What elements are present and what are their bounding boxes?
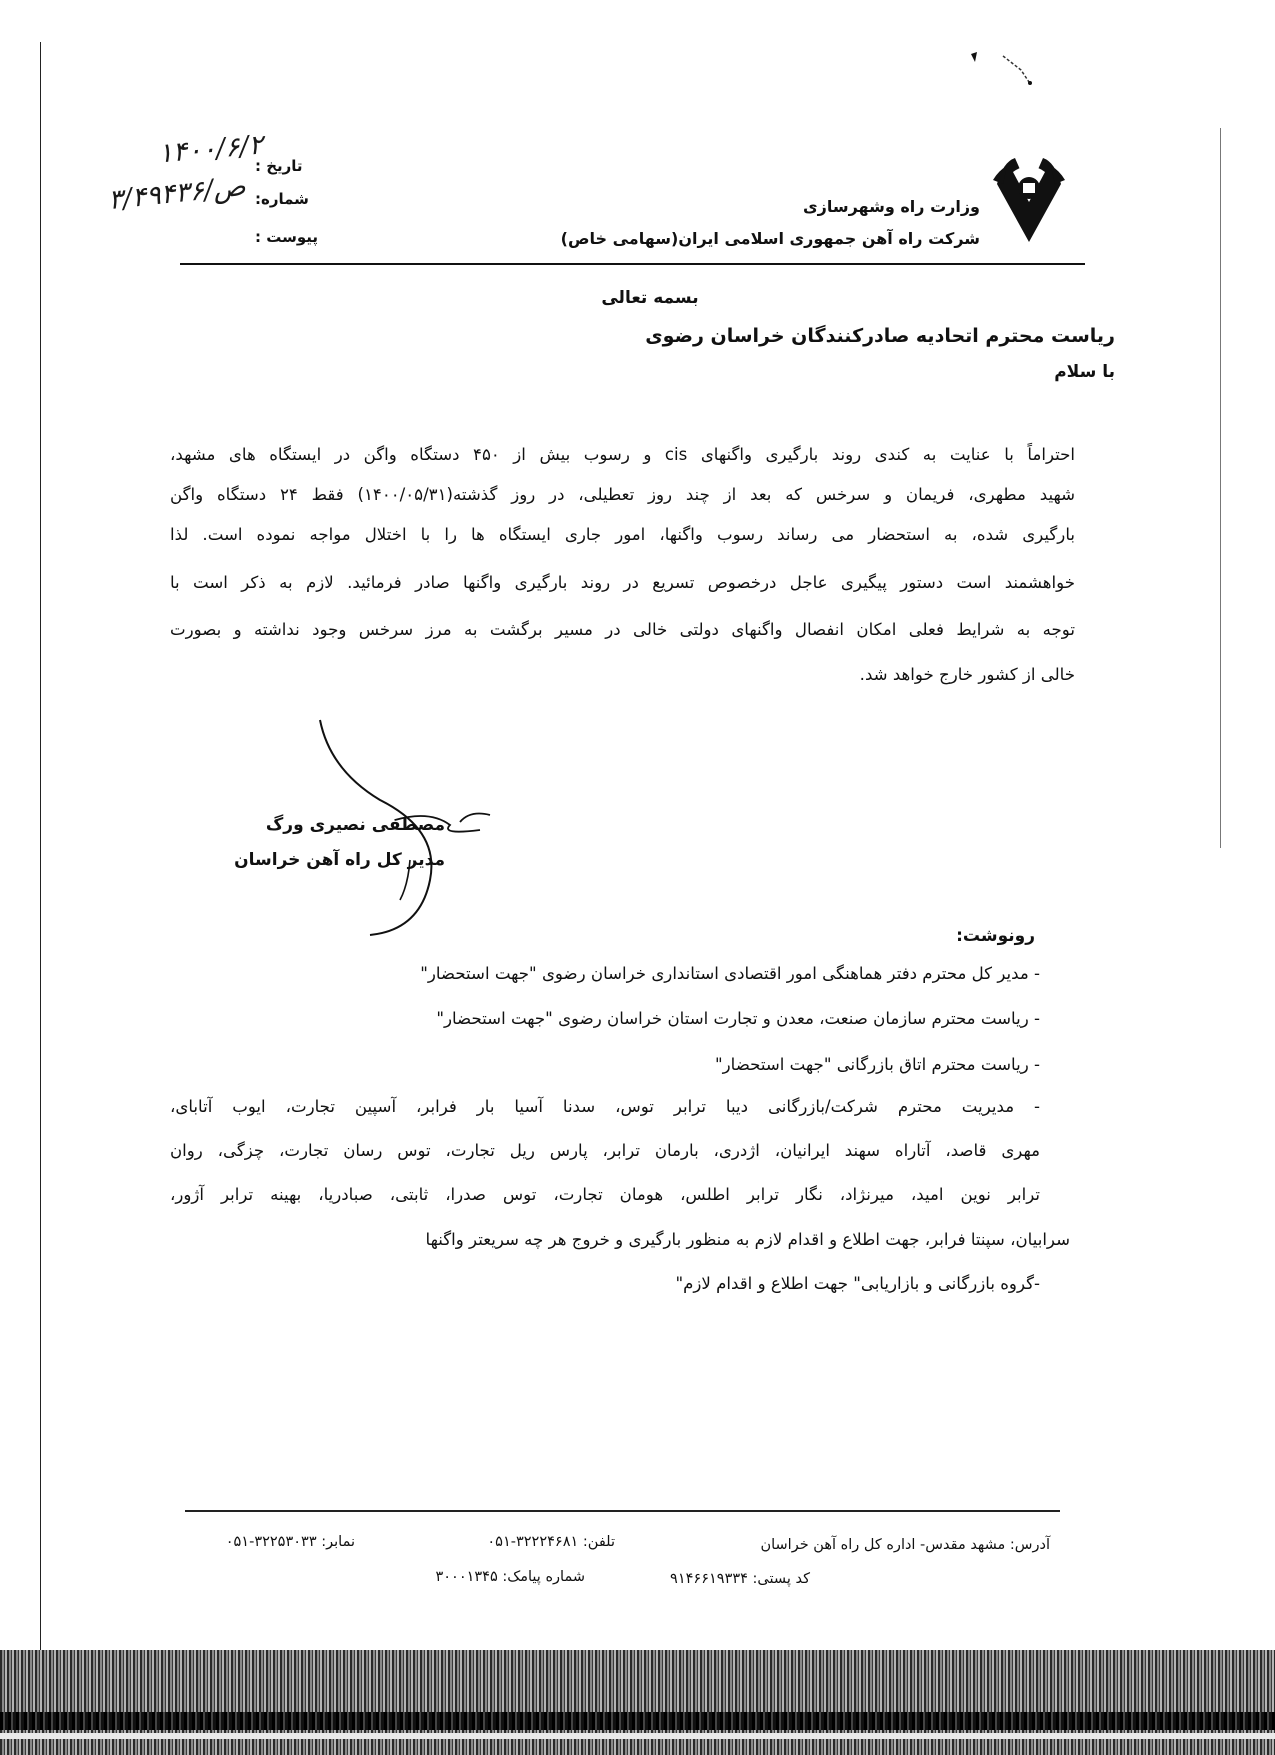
cc-heading: رونوشت: bbox=[956, 926, 1035, 946]
railway-logo-icon bbox=[993, 150, 1065, 245]
body-line: خالی از کشور خارج خواهد شد. bbox=[859, 665, 1075, 684]
footer-phone: تلفن: ۳۲۲۲۴۶۸۱-۰۵۱ bbox=[487, 1534, 615, 1550]
date-label: تاریخ : bbox=[255, 157, 303, 175]
page-frame-left-line bbox=[40, 42, 41, 1662]
signer-name: مصطفی نصیری ورگ bbox=[265, 815, 445, 835]
signer-title: مدیر کل راه آهن خراسان bbox=[234, 850, 445, 870]
cc-item: - ریاست محترم اتاق بازرگانی "جهت استحضار" bbox=[715, 1055, 1040, 1074]
footer-divider bbox=[185, 1510, 1060, 1512]
letter-number-label: شماره: bbox=[255, 190, 309, 208]
handwritten-letter-number: ۳/ص/۴۹۴۳۶ bbox=[106, 170, 248, 217]
page-frame-right-line bbox=[1220, 128, 1221, 848]
footer-fax: نمابر: ۳۲۲۵۳۰۳۳-۰۵۱ bbox=[225, 1534, 355, 1550]
footer-sms-number: شماره پیامک: ۳۰۰۰۱۳۴۵ bbox=[435, 1569, 585, 1585]
cc-item: - ریاست محترم سازمان صنعت، معدن و تجارت استان خراسان رضوی "جهت استحضار" bbox=[436, 1009, 1040, 1028]
handwritten-date: ۱۴۰۰/۶/۲ bbox=[156, 129, 265, 170]
body-line: شهید مطهری، فریمان و سرخس که بعد از چند روز تعطیلی، در روز گذشته(۱۴۰۰/۰۵/۳۱) فقط ۲۴ دستگاه واگن bbox=[170, 485, 1076, 504]
cc-item: مهری قاصد، آتاراه سهند ایرانیان، اژدری، بارمان ترابر، پارس ریل تجارت، توس رسان تجارت، چزگی، روان bbox=[170, 1141, 1040, 1160]
body-line: احتراماً با عنایت به کندی روند بارگیری واگنهای cis و رسوب بیش از ۴۵۰ دستگاه واگن در ایستگاه های مشهد، bbox=[170, 445, 1076, 464]
company-name: شرکت راه آهن جمهوری اسلامی ایران(سهامی خاص) bbox=[560, 229, 980, 248]
cc-item: -گروه بازرگانی و بازاریابی" جهت اطلاع و اقدام لازم" bbox=[675, 1274, 1040, 1293]
cc-item: سرابیان، سپنتا فرابر، جهت اطلاع و اقدام لازم به منظور بارگیری و خروج هر چه سریعتر واگنها bbox=[425, 1230, 1070, 1249]
scanner-noise-band bbox=[0, 1650, 1275, 1755]
footer-address: آدرس: مشهد مقدس- اداره کل راه آهن خراسان bbox=[760, 1537, 1050, 1553]
bismillah-heading: بسمه تعالی bbox=[601, 288, 699, 308]
body-line: توجه به شرایط فعلی امکان انفصال واگنهای دولتی خالی در مسیر برگشت به مرز سرخس وجود نداشته و بصورت bbox=[170, 620, 1075, 639]
recipient-line: ریاست محترم اتحادیه صادرکنندگان خراسان رضوی bbox=[645, 325, 1115, 347]
footer-postal-code: کد پستی: ۹۱۴۶۶۱۹۳۳۴ bbox=[670, 1571, 810, 1587]
scanner-noise-band-dark bbox=[0, 1712, 1275, 1730]
corner-scan-mark bbox=[967, 48, 1037, 88]
header-divider bbox=[180, 263, 1085, 265]
body-line: بارگیری شده، به استحضار می رساند رسوب واگنها، امور جاری ایستگاه ها را با اختلال مواجه نموده است. لذا bbox=[170, 525, 1075, 544]
scanner-light-band bbox=[0, 1733, 1275, 1739]
attachment-label: پیوست : bbox=[255, 228, 319, 246]
greeting-line: با سلام bbox=[1054, 362, 1115, 382]
body-line: خواهشمند است دستور پیگیری عاجل درخصوص تسریع در روند بارگیری واگنها صادر فرمائید. لازم به ذکر است با bbox=[170, 573, 1075, 592]
cc-item: - مدیر کل محترم دفتر هماهنگی امور اقتصادی استانداری خراسان رضوی "جهت استحضار" bbox=[420, 964, 1040, 983]
ministry-name: وزارت راه وشهرسازی bbox=[802, 197, 980, 216]
cc-item: ترابر نوین امید، میرنژاد، نگار ترابر اطلس، هومان تجارت، توس صدرا، ثابتی، صبادریا، بهینه ترابر آژور، bbox=[170, 1185, 1040, 1204]
cc-item: - مدیریت محترم شرکت/بازرگانی دیبا ترابر توس، سدنا آسیا بار فرابر، آسپین تجارت، ایوب آتابای، bbox=[170, 1097, 1040, 1116]
